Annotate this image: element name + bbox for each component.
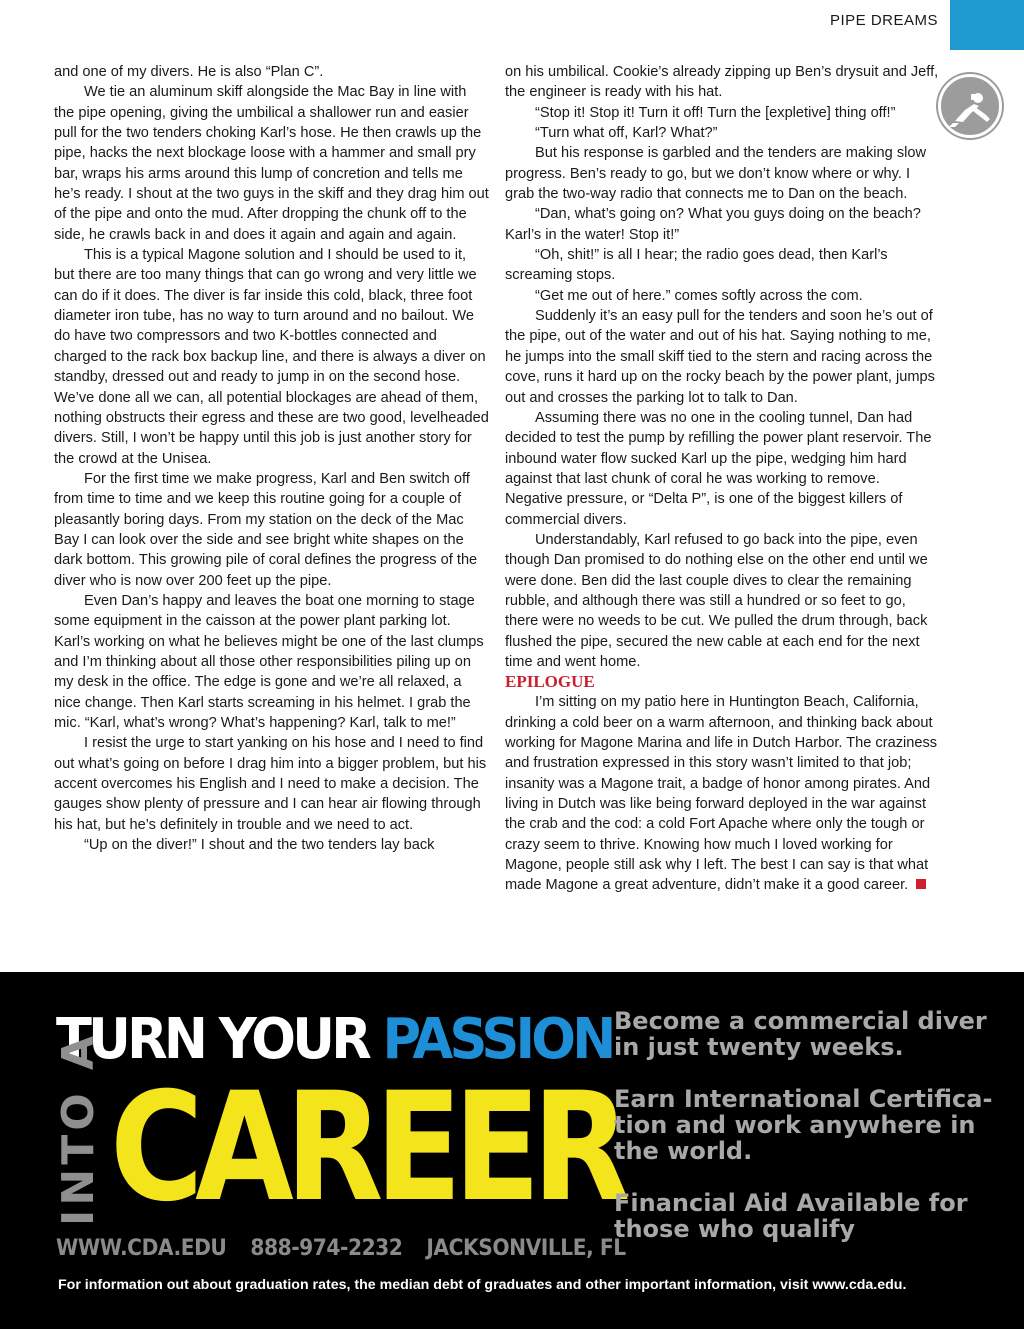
ad-location: JACKSONVILLE, FL bbox=[426, 1236, 626, 1261]
header-accent-bar bbox=[950, 0, 1024, 50]
article-left-column bbox=[54, 62, 490, 855]
ad-benefits bbox=[614, 1008, 994, 1268]
ad-phone: 888-974-2232 bbox=[250, 1236, 403, 1261]
article-paragraph: Understandably, Karl refused to go back into the pipe, even though Dan promised to do nothing else on the other end until we were done. Ben did the last couple dives to clear the remaining rubble, and although there was still a hundred or so feet to go, there were no weeds to be cut. We pulled the drum through, back flushed the pipe, secured the new cable at each end for the next time and went home. bbox=[505, 531, 928, 670]
article-paragraph: But his response is garbled and the tenders are making slow progress. Ben’s ready to go, but we don’t know where or why. I grab the two-way radio that connects me to Dan on the beach. bbox=[505, 145, 927, 203]
ad-headline-white: TURN YOUR bbox=[56, 1007, 383, 1072]
article-right-column bbox=[505, 62, 941, 896]
advertisement[interactable] bbox=[0, 972, 1024, 1329]
article-paragraph: This is a typical Magone solution and I should be used to it, but there are too many things that can go wrong and very little we can do if it does. The diver is far inside this cold, black, three foot diameter iron tube, has no way to turn around and no bailout. We do have two compressors and two K-bottles connected and charged to the rack box backup line, and there is always a diver on standby, dressed out and ready to jump in on the second hose. We’ve done all we can, all potential blockages are ahead of them, nothing obstructs their egress and these are two good, levelheaded divers. Still, I won’t be happy until this job is just another story for the crowd at the Unisea. bbox=[54, 247, 489, 467]
ad-headline-blue: PASSION bbox=[382, 1007, 613, 1072]
article-paragraph: “Dan, what’s going on? What you guys doing on the beach? Karl’s in the water! Stop it!” bbox=[505, 206, 921, 243]
article-paragraph: Assuming there was no one in the cooling tunnel, Dan had decided to test the pump by refilling the power plant reservoir. The inbound water flow sucked Karl up the pipe, wedging him hard against that last chunk of coral he was working to remove. Negative pressure, or “Delta P”, is one of the biggest killers of commercial divers. bbox=[505, 409, 932, 528]
epilogue-paragraph bbox=[505, 692, 941, 895]
ad-benefit-item: Financial Aid Available for those who qualify bbox=[614, 1189, 968, 1243]
end-mark-icon bbox=[916, 879, 926, 889]
ad-benefit-item: Become a commercial diver in just twenty weeks. bbox=[614, 1007, 987, 1061]
ad-footer-disclaimer: For information out about graduation rates, the median debt of graduates and other important information, visit www.cda.edu. bbox=[58, 1277, 907, 1293]
article-paragraph: on his umbilical. Cookie’s already zipping up Ben’s drysuit and Jeff, the engineer is ready with his hat. bbox=[505, 64, 939, 101]
ad-vertical-text: INTO A bbox=[53, 1032, 104, 1226]
article-paragraph: and one of my divers. He is also “Plan C”. bbox=[54, 64, 324, 80]
ad-benefit-item: Earn International Certifica-tion and work anywhere in the world. bbox=[614, 1085, 993, 1165]
epilogue-text: I’m sitting on my patio here in Huntington Beach, California, drinking a cold beer on a warm afternoon, and thinking back about working for Magone Marina and life in Dutch Harbor. The craziness and frustration expressed in this story wasn’t limited to that job; insanity was a Magone trait, a badge of honor among pirates. And living in Dutch was like being forward deployed in the war against the crab and the cod: a cold Fort Apache where only the tough or crazy seem to thrive. Knowing how much I loved working for Magone, people still ask why I left. The best I can say is that what made Magone a great adventure, didn’t make it a good career. bbox=[505, 694, 938, 894]
article-paragraph: I resist the urge to start yanking on his hose and I need to find out what’s going on before I drag him into a bigger problem, but his accent overcomes his English and I need to make a decision. The gauges show plenty of pressure and I can hear air flowing through his hat, but he’s definitely in trouble and we need to act. bbox=[54, 735, 487, 833]
ad-headline-career: CAREER bbox=[110, 1061, 622, 1235]
article-paragraph: “Up on the diver!” I shout and the two tenders lay back bbox=[84, 837, 435, 854]
header-section-title: PIPE DREAMS bbox=[829, 12, 938, 29]
ad-contact-line bbox=[56, 1236, 650, 1261]
article-paragraph: Suddenly it’s an easy pull for the tenders and soon he’s out of the pipe, out of the water and out of his hat. Saying nothing to me, he jumps into the small skiff tied to the stern and racing across the cove, runs it hard up on the rocky beach by the power plant, jumps out and crosses the parking lot to talk to Dan. bbox=[505, 308, 935, 406]
article-paragraph: “Turn what off, Karl? What?” bbox=[535, 125, 718, 142]
article-paragraph: “Stop it! Stop it! Turn it off! Turn the [expletive] thing off!” bbox=[535, 104, 896, 121]
diver-badge bbox=[938, 74, 1002, 138]
article-paragraph: For the first time we make progress, Karl and Ben switch off from time to time and we keep this routine going for a couple of pleasantly boring days. From my station on the deck of the Mac Bay I can look over the side and see bright white shapes on the dark bottom. This growing pile of coral defines the progress of the diver who is now over 200 feet up the pipe. bbox=[54, 470, 478, 589]
article-paragraph: “Oh, shit!” is all I hear; the radio goes dead, then Karl’s screaming stops. bbox=[505, 247, 888, 284]
diver-icon bbox=[941, 77, 999, 135]
article-paragraph: Even Dan’s happy and leaves the boat one morning to stage some equipment in the caisson at the power plant parking lot. Karl’s working on what he believes might be one of the last clumps and I’m thinking about all those other responsibilities piling up on my desk in the office. The edge is gone and we’re all relaxed, a nice change. Then Karl starts screaming in his helmet. I grab the mic. “Karl, what’s wrong? What’s happening? Karl, talk to me!” bbox=[54, 592, 484, 731]
ad-website-link[interactable]: WWW.CDA.EDU bbox=[56, 1236, 227, 1261]
article-paragraph: We tie an aluminum skiff alongside the Mac Bay in line with the pipe opening, giving the umbilical a shallower run and easier pull for the two tenders choking Karl’s hose. He then crawls up the pipe, hacks the next blockage loose with a hammer and small pry bar, wraps his arms around this lump of concretion and tells me he’s ready. I shout at the two guys in the skiff and they drag him out of the pipe and onto the mud. After dropping the chunk off to the side, he crawls back in and does it again and again and again. bbox=[54, 84, 489, 243]
epilogue-heading: EPILOGUE bbox=[505, 672, 595, 692]
article-paragraph: “Get me out of here.” comes softly across the com. bbox=[535, 287, 863, 304]
